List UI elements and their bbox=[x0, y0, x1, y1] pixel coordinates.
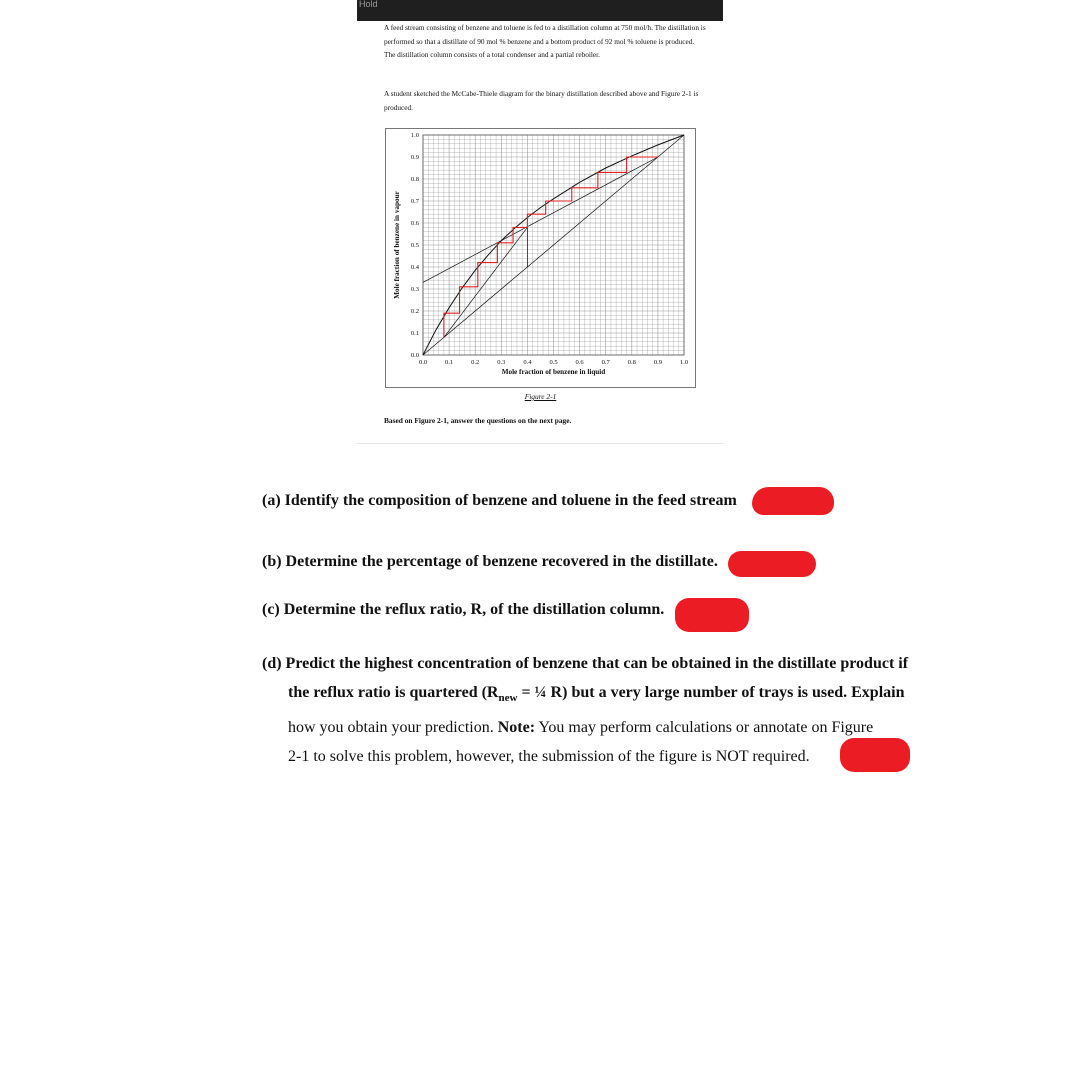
y-tick-label: 0.8 bbox=[410, 176, 419, 184]
y-tick-label: 0.0 bbox=[410, 352, 419, 360]
x-tick-label: 0.6 bbox=[575, 359, 584, 366]
subscript-new: new bbox=[498, 692, 518, 705]
x-tick-label: 0.2 bbox=[471, 359, 480, 366]
y-tick-label: 0.9 bbox=[410, 154, 419, 162]
instruction-text: Based on Figure 2-1, answer the questions on the next page. bbox=[384, 416, 572, 425]
question-b: (b) Determine the percentage of benzene recovered in the distillate. bbox=[262, 553, 718, 570]
y-tick-label: 0.6 bbox=[410, 220, 419, 228]
figure-intro: A student sketched the McCabe-Thiele diagram for the binary distillation described above and Figure 2-1 is produced. bbox=[384, 89, 699, 112]
rectifying-line-series bbox=[423, 157, 658, 282]
y-tick-label: 1.0 bbox=[410, 132, 419, 140]
x-tick-label: 0.9 bbox=[653, 359, 662, 366]
y-tick-label: 0.1 bbox=[410, 330, 419, 338]
x-tick-label: 0.7 bbox=[601, 359, 610, 366]
question-d-line-3: how you obtain your prediction. Note: You may perform calculations or annotate on Figure bbox=[288, 719, 874, 737]
y-tick-label: 0.2 bbox=[410, 308, 419, 316]
redaction-mark bbox=[728, 551, 816, 577]
mccabe-thiele-figure bbox=[385, 128, 696, 388]
question-c: (c) Determine the reflux ratio, R, of the distillation column. bbox=[262, 601, 665, 618]
x-tick-label: 0.8 bbox=[627, 359, 636, 366]
mccabe-thiele-chart bbox=[386, 129, 697, 389]
x-tick-label: 0.4 bbox=[523, 359, 532, 366]
question-d-line-1: (d) Predict the highest concentration of benzene that can be obtained in the distillate product if bbox=[262, 655, 909, 672]
x-tick-label: 0.1 bbox=[445, 359, 454, 366]
redaction-mark bbox=[675, 598, 749, 632]
question-a: (a) Identify the composition of benzene and toluene in the feed stream bbox=[262, 492, 737, 509]
question-d-line-4: 2-1 to solve this problem, however, the submission of the figure is NOT required. bbox=[288, 748, 810, 766]
x-axis-label: Mole fraction of benzene in liquid bbox=[501, 368, 606, 376]
question-d bbox=[262, 649, 922, 771]
question-d-line-2: the reflux ratio is quartered ($R_{new}$ = ¼ R) but a very large number of trays is used. Explain bbox=[288, 684, 905, 705]
redaction-mark bbox=[840, 738, 910, 772]
y-tick-label: 0.5 bbox=[410, 242, 419, 250]
y-tick-label: 0.7 bbox=[410, 198, 419, 206]
x-tick-label: 1.0 bbox=[679, 359, 689, 366]
y-tick-label: 0.4 bbox=[410, 264, 419, 272]
top-bar bbox=[357, 0, 723, 21]
x-tick-label: 0.5 bbox=[549, 359, 558, 366]
x-tick-label: 0.0 bbox=[418, 359, 428, 366]
note-label: Note: bbox=[497, 719, 536, 737]
y-axis-label: Mole fraction of benzene in vapour bbox=[393, 191, 401, 299]
x-tick-label: 0.3 bbox=[497, 359, 506, 366]
top-bar-text: Hold bbox=[359, 0, 378, 9]
figure-caption: Figure 2-1 bbox=[524, 392, 557, 401]
redaction-mark bbox=[752, 487, 834, 515]
y-tick-label: 0.3 bbox=[410, 286, 419, 294]
problem-statement: A feed stream consisting of benzene and toluene is fed to a distillation column at 750 mol/h. The distillation is performed so that a distillate of 90 mol % benzene and a bottom product of 92 mol % toluene is produced. The distillation column consists of a total condenser and a partial reboiler. bbox=[384, 23, 706, 59]
